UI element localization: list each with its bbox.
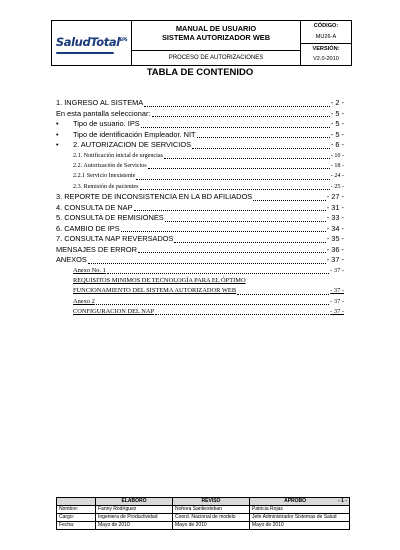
footer-header-reviso: REVISÓ xyxy=(173,498,250,506)
toc-leader-dots xyxy=(107,273,329,274)
approval-footer xyxy=(56,497,350,530)
toc-leader-dots xyxy=(253,200,326,201)
toc-entry-text: FUNCIONAMIENTO DEL SISTEMA AUTORIZADOR WEB xyxy=(73,287,237,295)
footer-header-row xyxy=(57,498,350,506)
toc-page-number: - 33 - xyxy=(326,213,344,223)
toc-entry[interactable] xyxy=(56,119,344,130)
toc-entry[interactable] xyxy=(56,234,344,245)
company-logo xyxy=(52,21,132,65)
toc-entry[interactable] xyxy=(56,192,344,203)
toc-entry-text: Anexo No. 1 xyxy=(73,266,106,274)
document-title: MANUAL DE USUARIO SISTEMA AUTORIZADOR WEB xyxy=(132,21,300,51)
toc-entry[interactable] xyxy=(56,224,344,235)
toc-entry[interactable] xyxy=(56,297,344,307)
toc-entry[interactable] xyxy=(56,255,344,266)
toc-page-number: - 5 - xyxy=(330,129,344,139)
toc-page-number: - 34 - xyxy=(326,223,344,233)
header-code-block xyxy=(301,21,351,65)
toc-entry-text: 2. AUTORIZACION DE SERVICIOS xyxy=(73,140,192,149)
toc-entry[interactable] xyxy=(56,213,344,224)
toc-page-number: - 6 - xyxy=(330,140,344,149)
toc-page-number: - 37 - xyxy=(330,287,344,295)
toc-entry-text: En esta pantalla seleccionar: xyxy=(56,108,151,118)
toc-leader-dots xyxy=(141,127,330,128)
toc-page-number: - 37 - xyxy=(330,266,344,274)
toc-entry[interactable] xyxy=(56,151,344,161)
toc-entry[interactable] xyxy=(56,245,344,256)
toc-entry-text: 6. CAMBIO DE IPS xyxy=(56,223,120,233)
toc-entry-text: 4. CONSULTA DE NAP xyxy=(56,202,133,212)
toc-leader-dots xyxy=(144,106,330,107)
toc-leader-dots xyxy=(121,231,326,232)
toc-leader-dots xyxy=(164,158,330,159)
toc-entry[interactable] xyxy=(56,109,344,120)
toc-page-number: - 2 - xyxy=(330,98,344,107)
code-label: CÓDIGO: xyxy=(313,23,339,29)
toc-leader-dots xyxy=(165,221,326,222)
toc-entry[interactable] xyxy=(56,161,344,171)
toc-entry-text: 2.2. Autorización de Servicios xyxy=(73,162,147,169)
bullet-icon: • xyxy=(56,119,59,128)
toc-page-number: - 24 - xyxy=(330,173,344,180)
toc-leader-dots xyxy=(134,210,326,211)
toc-entry[interactable] xyxy=(56,140,344,151)
footer-row-fecha: Fecha: Mayo de 2010 Mayo de 2010 Mayo de 2010 xyxy=(57,522,350,530)
toc-entry-text: CONFIGURACION DEL NAP xyxy=(73,308,155,316)
toc-leader-dots xyxy=(148,168,330,169)
toc-page-number: - 25 - xyxy=(330,183,344,190)
header-title-block xyxy=(132,21,301,65)
toc-leader-dots xyxy=(140,189,330,190)
bullet-icon: • xyxy=(56,129,59,139)
toc-page-number: - 36 - xyxy=(326,244,344,254)
toc-entry[interactable] xyxy=(56,182,344,192)
footer-row-nombre: Nombre: Fanny Rodríguez Nohora Santiesteban Patricia Rojas xyxy=(57,506,350,514)
toc-leader-dots xyxy=(155,314,329,315)
toc-entry[interactable] xyxy=(56,98,344,109)
toc-entry-text: Anexo 2 xyxy=(73,297,95,305)
footer-row-cargo: Cargo: Ingeniera de Productividad Coord. Nacional de modelo Jefe Administrador Sistemas de Salud xyxy=(57,514,350,522)
version-label: VERSIÓN: xyxy=(312,45,340,52)
toc-page-number: - 37 - xyxy=(330,297,344,305)
page-number: - 1 - xyxy=(338,498,347,504)
toc-entry[interactable] xyxy=(56,130,344,141)
table-of-contents xyxy=(56,98,344,317)
toc-entry-text: 2.2.1 Servicio Inexistente xyxy=(73,173,136,180)
toc-entry-text: MENSAJES DE ERROR xyxy=(56,244,137,254)
toc-entry-text: Tipo de identificación Empleador. NIT xyxy=(73,129,196,139)
bullet-icon: • xyxy=(56,140,59,149)
toc-entry[interactable] xyxy=(56,307,344,317)
toc-entry[interactable] xyxy=(56,286,344,296)
toc-title: TABLA DE CONTENIDO xyxy=(146,67,254,78)
toc-leader-dots xyxy=(174,242,325,243)
toc-entry-text: 2.3. Remisión de pacientes xyxy=(73,183,139,190)
toc-entry[interactable] xyxy=(56,171,344,181)
toc-leader-dots xyxy=(197,137,330,138)
toc-entry-text: 1. INGRESO AL SISTEMA xyxy=(56,98,144,107)
toc-leader-dots xyxy=(88,263,326,264)
toc-page-number: - 37 - xyxy=(330,308,344,316)
footer-header-elaboro: ELABORÓ xyxy=(96,498,173,506)
logo-swoosh xyxy=(56,52,114,54)
toc-page-number: - 10 - xyxy=(330,152,344,159)
toc-leader-dots xyxy=(136,179,330,180)
toc-leader-dots xyxy=(192,148,330,149)
toc-entry-text: 2.1. Notificación inicial de urgencias xyxy=(73,152,163,159)
toc-page-number: - 35 - xyxy=(326,234,344,244)
toc-entry[interactable] xyxy=(56,203,344,214)
toc-leader-dots xyxy=(152,116,330,117)
toc-entry-text: 3. REPORTE DE INCONSISTENCIA EN LA BD AFILIADOS xyxy=(56,192,253,202)
toc-entry[interactable] xyxy=(56,276,344,286)
toc-leader-dots xyxy=(96,304,329,305)
toc-entry-text: REQUISITOS MINIMOS DE TECNOLOGÍA PARA EL ÓPTIMO xyxy=(73,277,246,285)
logo-wordmark: SaludTotal$^{EPS}$ xyxy=(55,34,128,49)
toc-page-number: - 5 - xyxy=(330,119,344,128)
toc-entry-text: 5. CONSULTA DE REMISIONES xyxy=(56,213,164,223)
toc-leader-dots xyxy=(138,252,326,253)
toc-page-number: - 5 - xyxy=(330,108,344,118)
version-value: V2.0-2010 xyxy=(313,56,339,63)
toc-leader-dots xyxy=(237,294,329,295)
toc-entry[interactable] xyxy=(56,266,344,276)
process-name: PROCESO DE AUTORIZACIONES xyxy=(168,55,264,61)
toc-page-number: - 37 - xyxy=(326,255,344,265)
toc-page-number: - 27 - xyxy=(326,192,344,202)
toc-entry-text: 7. CONSULTA NAP REVERSADOS xyxy=(56,234,174,244)
toc-entry-text: ANEXOS xyxy=(56,255,87,265)
document-header xyxy=(51,20,352,66)
toc-entry-text: Tipo de usuario. IPS xyxy=(73,119,140,128)
footer-header-aprobo-cell: APROBÓ - 1 - xyxy=(250,498,350,506)
toc-page-number: - 31 - xyxy=(326,202,344,212)
toc-page-number: - 18 - xyxy=(330,162,344,169)
code-value: MU26-A xyxy=(301,32,351,44)
